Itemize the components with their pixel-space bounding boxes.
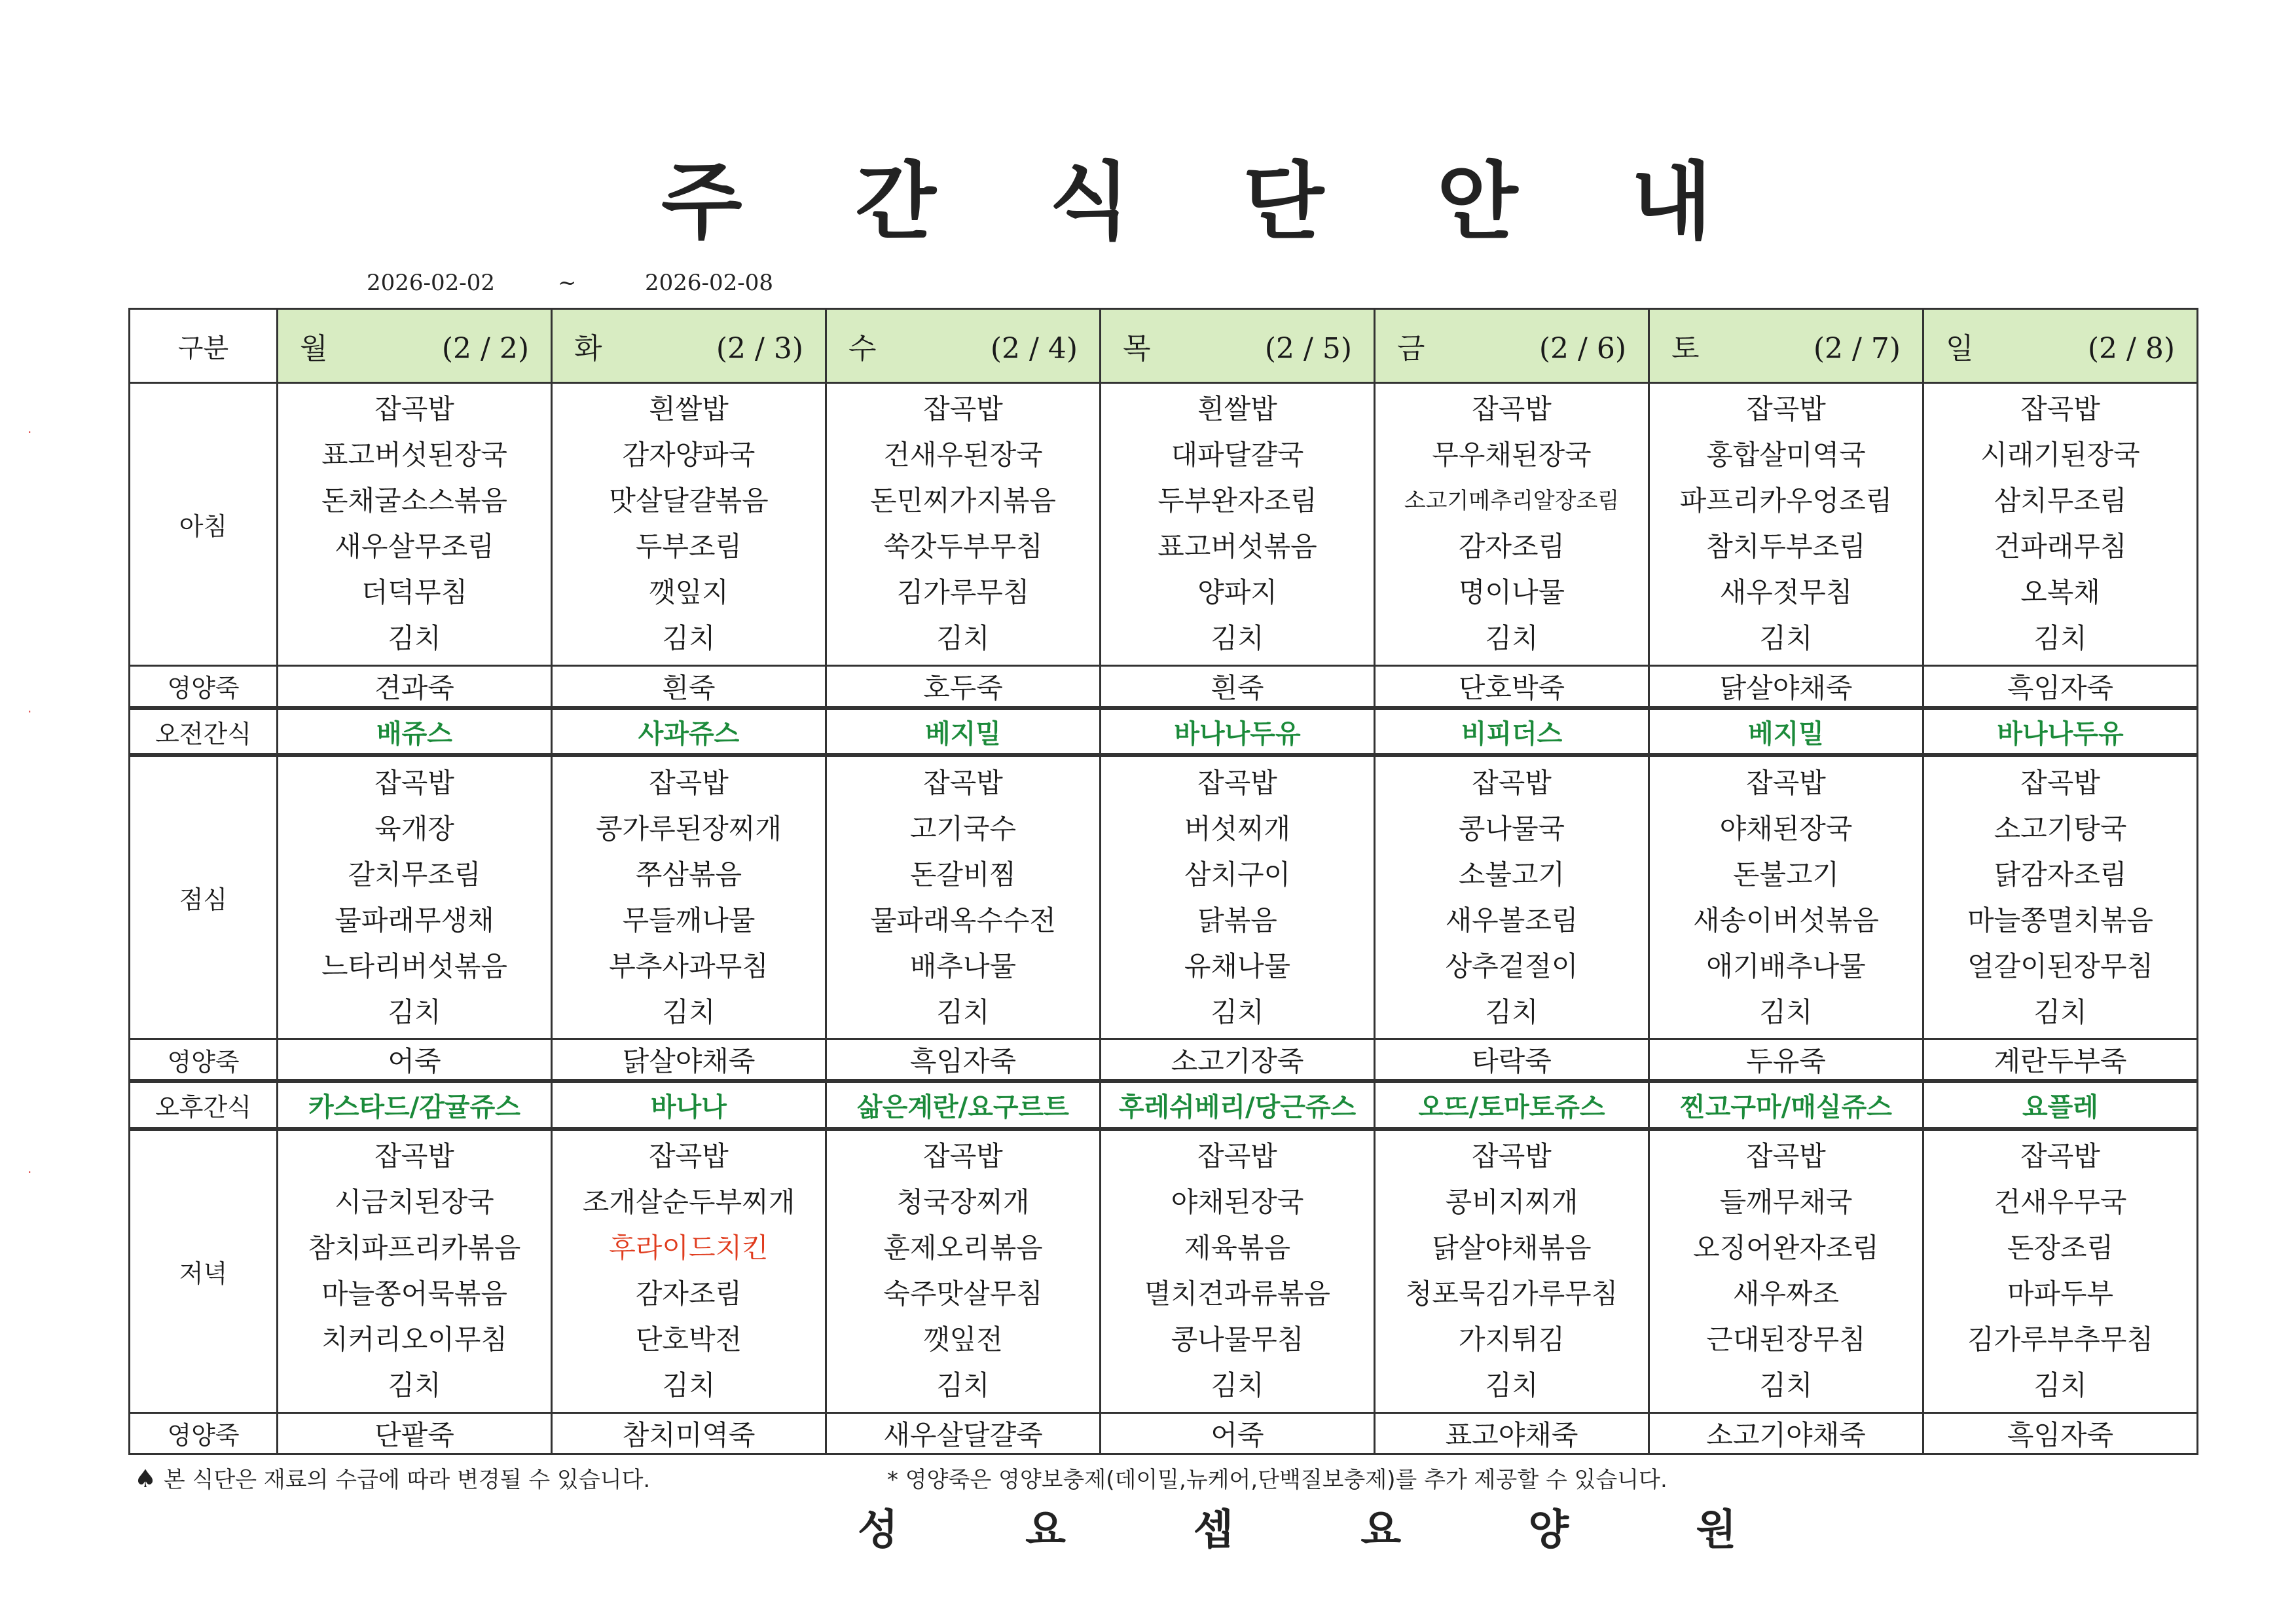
dinner-menu-cell — [1923, 1129, 2198, 1412]
menu-item: 참치두부조림 — [1706, 530, 1866, 563]
menu-item: 멸치견과류볶음 — [1144, 1278, 1330, 1310]
header-corner-label: 구분 — [130, 309, 278, 383]
menu-item: 김치 — [2033, 995, 2087, 1028]
menu-item: 돈채굴소스볶음 — [321, 485, 507, 517]
day-date: (2 / 4) — [990, 332, 1078, 365]
breakfast-menu-cell — [552, 383, 826, 666]
menu-item: 근대된장무침 — [1706, 1323, 1866, 1356]
menu-item: 김가루부추무침 — [1967, 1323, 2153, 1356]
menu-item: 제육볶음 — [1184, 1232, 1291, 1264]
menu-item: 물파래옥수수전 — [869, 904, 1056, 936]
menu-item: 김치 — [662, 995, 716, 1028]
menu-item: 닭감자조림 — [1994, 858, 2127, 891]
menu-item: 돈민찌가지볶음 — [869, 485, 1056, 517]
menu-item: 잡곡밥 — [1472, 1140, 1552, 1173]
dinner-menu-cell — [278, 1129, 552, 1412]
day-header — [552, 309, 826, 383]
lunch-menu-cell — [278, 755, 552, 1039]
day-name: 수 — [848, 332, 877, 365]
menu-item: 잡곡밥 — [374, 393, 454, 426]
menu-item: 김치 — [388, 1369, 441, 1402]
dinner-menu-cell — [1101, 1129, 1375, 1412]
snack-item: 후레쉬베리/당근쥬스 — [1101, 1081, 1375, 1128]
scan-mark: · — [27, 704, 32, 720]
menu-item: 김치 — [662, 1369, 716, 1402]
menu-item: 마파두부 — [2007, 1278, 2114, 1310]
menu-item: 얼갈이된장무침 — [1967, 950, 2153, 982]
day-header — [1101, 309, 1375, 383]
porridge-item: 호두죽 — [826, 665, 1101, 708]
dinner-row — [130, 1129, 2198, 1412]
porridge-item: 소고기야채죽 — [1649, 1412, 1923, 1454]
day-date: (2 / 5) — [1264, 332, 1352, 365]
porridge-item: 견과죽 — [278, 665, 552, 708]
scan-mark: · — [27, 1164, 32, 1180]
menu-item: 치커리오이무침 — [321, 1323, 507, 1356]
snack-item: 삶은계란/요구르트 — [826, 1081, 1101, 1128]
breakfast-menu-cell — [278, 383, 552, 666]
lunch-row — [130, 755, 2198, 1039]
snack-item: 오뜨/토마토쥬스 — [1375, 1081, 1649, 1128]
period-start-date: 2026-02-02 — [367, 270, 496, 296]
menu-item: 느타리버섯볶음 — [321, 950, 507, 982]
menu-item: 김치 — [1485, 995, 1539, 1028]
menu-item: 홍합살미역국 — [1706, 439, 1866, 471]
menu-item: 잡곡밥 — [1746, 1140, 1826, 1173]
menu-item: 명이나물 — [1458, 576, 1565, 609]
breakfast-row — [130, 383, 2198, 666]
porridge1-label: 영양죽 — [130, 665, 278, 708]
menu-item: 더덕무침 — [361, 576, 468, 609]
menu-item: 참치파프리카볶음 — [308, 1232, 521, 1264]
spade-icon: ♠ — [134, 1464, 157, 1493]
menu-item: 부추사과무침 — [609, 950, 769, 982]
menu-item: 마늘쫑어묵볶음 — [321, 1278, 507, 1310]
menu-item: 쑥갓두부무침 — [883, 530, 1043, 563]
facility-name: 성 요 셉 요 양 원 — [858, 1506, 1793, 1555]
snack-item: 비피더스 — [1375, 708, 1649, 755]
day-date: (2 / 2) — [441, 332, 529, 365]
porridge-item: 타락죽 — [1375, 1039, 1649, 1082]
porridge2-label: 영양죽 — [130, 1039, 278, 1082]
menu-item: 김치 — [2033, 622, 2087, 655]
menu-item: 잡곡밥 — [923, 393, 1003, 426]
menu-item: 건새우무국 — [1994, 1186, 2127, 1219]
menu-item: 김치 — [936, 1369, 990, 1402]
menu-item: 소불고기 — [1458, 858, 1565, 891]
porridge-item: 표고야채죽 — [1375, 1412, 1649, 1454]
menu-body — [130, 383, 2198, 1454]
menu-item: 닭볶음 — [1197, 904, 1277, 936]
menu-item: 삼치구이 — [1184, 858, 1291, 891]
dinner-menu-cell — [552, 1129, 826, 1412]
snack-item: 찐고구마/매실쥬스 — [1649, 1081, 1923, 1128]
lunch-menu-cell — [826, 755, 1101, 1039]
dinner-label: 저녁 — [130, 1129, 278, 1412]
menu-item: 김치 — [936, 622, 990, 655]
note-supply-change — [134, 1462, 650, 1494]
menu-item: 김치 — [1485, 1369, 1539, 1402]
menu-item: 잡곡밥 — [1746, 393, 1826, 426]
menu-item: 흰쌀밥 — [1197, 393, 1277, 426]
menu-item: 잡곡밥 — [2020, 1140, 2100, 1173]
lunch-menu-cell — [1375, 755, 1649, 1039]
porridge-item: 단호박죽 — [1375, 665, 1649, 708]
menu-item: 김치 — [1211, 622, 1264, 655]
breakfast-label: 아침 — [130, 383, 278, 666]
menu-item: 깻잎지 — [649, 576, 729, 609]
snack-item: 요플레 — [1923, 1081, 2198, 1128]
menu-item: 잡곡밥 — [1472, 393, 1552, 426]
dinner-menu-cell — [826, 1129, 1101, 1412]
menu-item: 시래기된장국 — [1980, 439, 2140, 471]
menu-item: 애기배추나물 — [1706, 950, 1866, 982]
snack-item: 바나나두유 — [1101, 708, 1375, 755]
menu-item: 돈갈비찜 — [909, 858, 1017, 891]
menu-item: 잡곡밥 — [2020, 766, 2100, 799]
menu-item: 유채나물 — [1184, 950, 1291, 982]
lunch-menu-cell — [552, 755, 826, 1039]
porridge2-row — [130, 1039, 2198, 1082]
menu-item: 야채된장국 — [1171, 1186, 1304, 1219]
day-name: 목 — [1123, 332, 1151, 365]
day-date: (2 / 8) — [2087, 332, 2175, 365]
menu-item: 두부조림 — [635, 530, 742, 563]
snack-item: 바나나 — [552, 1081, 826, 1128]
header-row — [130, 309, 2198, 383]
menu-item: 잡곡밥 — [2020, 393, 2100, 426]
menu-item: 건새우된장국 — [883, 439, 1043, 471]
porridge-item: 흰죽 — [552, 665, 826, 708]
menu-item: 조개살순두부찌개 — [582, 1186, 795, 1219]
pm_snack-row — [130, 1081, 2198, 1128]
menu-item: 콩나물무침 — [1171, 1323, 1304, 1356]
menu-item: 훈제오리볶음 — [883, 1232, 1043, 1264]
porridge-item: 계란두부죽 — [1923, 1039, 2198, 1082]
porridge-item: 흑임자죽 — [826, 1039, 1101, 1082]
breakfast-menu-cell — [1101, 383, 1375, 666]
menu-item: 잡곡밥 — [1472, 766, 1552, 799]
lunch-menu-cell — [1649, 755, 1923, 1039]
porridge-item: 어죽 — [1101, 1412, 1375, 1454]
menu-item: 대파달걀국 — [1171, 439, 1304, 471]
scan-mark: · — [27, 424, 32, 440]
menu-item: 콩나물국 — [1458, 812, 1565, 845]
menu-item: 감자양파국 — [622, 439, 756, 471]
menu-item: 김치 — [1759, 622, 1813, 655]
note-supply-text: 본 식단은 재료의 수급에 따라 변경될 수 있습니다. — [163, 1467, 651, 1493]
menu-item: 잡곡밥 — [1746, 766, 1826, 799]
snack-item: 베지밀 — [1649, 708, 1923, 755]
pm_snack-label: 오후간식 — [130, 1081, 278, 1128]
porridge-item: 새우살달걀죽 — [826, 1412, 1101, 1454]
porridge-item: 단팥죽 — [278, 1412, 552, 1454]
breakfast-menu-cell — [1375, 383, 1649, 666]
menu-item: 무우채된장국 — [1432, 439, 1592, 471]
menu-item: 김치 — [2033, 1369, 2087, 1402]
snack-item: 카스타드/감귤쥬스 — [278, 1081, 552, 1128]
menu-item: 표고버섯볶음 — [1157, 530, 1317, 563]
menu-item: 흰쌀밥 — [649, 393, 729, 426]
menu-item: 콩가루된장찌개 — [595, 812, 782, 845]
menu-item: 새우살무조림 — [335, 530, 494, 563]
menu-item: 야채된장국 — [1719, 812, 1853, 845]
menu-item: 잡곡밥 — [374, 766, 454, 799]
menu-item: 콩비지찌개 — [1445, 1186, 1578, 1219]
day-name: 월 — [300, 332, 328, 365]
menu-item: 잡곡밥 — [649, 766, 729, 799]
menu-item: 감자조림 — [635, 1278, 742, 1310]
menu-item: 쭈삼볶음 — [635, 858, 742, 891]
breakfast-menu-cell — [1649, 383, 1923, 666]
menu-item: 소고기메추리알장조림 — [1404, 488, 1620, 515]
menu-item: 깻잎전 — [923, 1323, 1003, 1356]
menu-item: 새우짜조 — [1732, 1278, 1840, 1310]
porridge-item: 어죽 — [278, 1039, 552, 1082]
menu-item: 파프리카우엉조림 — [1679, 485, 1893, 517]
day-header — [1923, 309, 2198, 383]
menu-item: 새우젓무침 — [1719, 576, 1853, 609]
menu-item: 잡곡밥 — [649, 1140, 729, 1173]
am_snack-row — [130, 708, 2198, 755]
day-header — [278, 309, 552, 383]
menu-item: 청포묵김가루무침 — [1405, 1278, 1618, 1310]
period-separator: ~ — [558, 270, 577, 296]
menu-item: 잡곡밥 — [923, 766, 1003, 799]
breakfast-menu-cell — [1923, 383, 2198, 666]
menu-item: 김치 — [388, 622, 441, 655]
day-header — [1375, 309, 1649, 383]
menu-item: 버섯찌개 — [1184, 812, 1291, 845]
day-header — [826, 309, 1101, 383]
menu-item: 배추나물 — [909, 950, 1017, 982]
menu-item: 김치 — [936, 995, 990, 1028]
menu-item: 김치 — [1759, 995, 1813, 1028]
menu-item: 시금치된장국 — [335, 1186, 494, 1219]
porridge-item: 흰죽 — [1101, 665, 1375, 708]
menu-item: 김가루무침 — [896, 576, 1030, 609]
day-header — [1649, 309, 1923, 383]
menu-item: 김치 — [1211, 995, 1264, 1028]
day-date: (2 / 3) — [716, 332, 803, 365]
menu-item: 들깨무채국 — [1719, 1186, 1853, 1219]
porridge1-row — [130, 665, 2198, 708]
lunch-menu-cell — [1101, 755, 1375, 1039]
menu-item: 김치 — [388, 995, 441, 1028]
porridge3-label: 영양죽 — [130, 1412, 278, 1454]
snack-item: 사과쥬스 — [552, 708, 826, 755]
porridge-item: 흑임자죽 — [1923, 665, 2198, 708]
menu-item: 잡곡밥 — [1197, 1140, 1277, 1173]
menu-item: 건파래무침 — [1994, 530, 2127, 563]
menu-item: 닭살야채볶음 — [1432, 1232, 1592, 1264]
menu-item: 새송이버섯볶음 — [1692, 904, 1879, 936]
weekly-menu-table — [128, 308, 2198, 1455]
porridge3-row — [130, 1412, 2198, 1454]
menu-item: 두부완자조림 — [1157, 485, 1317, 517]
day-name: 화 — [574, 332, 602, 365]
page-title: 주 간 식 단 안 내 — [661, 153, 1754, 251]
menu-item: 잡곡밥 — [923, 1140, 1003, 1173]
menu-item: 김치 — [662, 622, 716, 655]
menu-item: 숙주맛살무침 — [883, 1278, 1043, 1310]
porridge-item: 흑임자죽 — [1923, 1412, 2198, 1454]
menu-item: 갈치무조림 — [348, 858, 481, 891]
menu-item: 돈불고기 — [1732, 858, 1840, 891]
menu-item: 잡곡밥 — [1197, 766, 1277, 799]
menu-item: 고기국수 — [909, 812, 1017, 845]
snack-item: 베지밀 — [826, 708, 1101, 755]
lunch-label: 점심 — [130, 755, 278, 1039]
menu-item: 김치 — [1485, 622, 1539, 655]
porridge-item: 소고기장죽 — [1101, 1039, 1375, 1082]
menu-item: 오징어완자조림 — [1692, 1232, 1879, 1264]
menu-item: 무들깨나물 — [622, 904, 756, 936]
menu-item: 물파래무생채 — [335, 904, 494, 936]
period-end-date: 2026-02-08 — [645, 270, 774, 296]
menu-item: 돈장조림 — [2007, 1232, 2114, 1264]
porridge-item: 닭살야채죽 — [552, 1039, 826, 1082]
porridge-item: 참치미역죽 — [552, 1412, 826, 1454]
menu-item: 새우볼조림 — [1445, 904, 1578, 936]
menu-item: 육개장 — [374, 812, 454, 845]
day-name: 금 — [1397, 332, 1425, 365]
menu-item: 김치 — [1759, 1369, 1813, 1402]
menu-item: 삼치무조림 — [1994, 485, 2127, 517]
am_snack-label: 오전간식 — [130, 708, 278, 755]
snack-item: 배쥬스 — [278, 708, 552, 755]
menu-item: 잡곡밥 — [374, 1140, 454, 1173]
porridge-item: 두유죽 — [1649, 1039, 1923, 1082]
dinner-menu-cell — [1375, 1129, 1649, 1412]
day-name: 일 — [1946, 332, 1974, 365]
dinner-menu-cell — [1649, 1129, 1923, 1412]
day-name: 토 — [1671, 332, 1700, 365]
menu-item: 감자조림 — [1458, 530, 1565, 563]
porridge-item: 닭살야채죽 — [1649, 665, 1923, 708]
breakfast-menu-cell — [826, 383, 1101, 666]
menu-item: 단호박전 — [635, 1323, 742, 1356]
menu-item: 오복채 — [2020, 576, 2100, 609]
note-porridge-supplement: * 영양죽은 영양보충제(데이밀,뉴케어,단백질보충제)를 추가 제공할 수 있습니다. — [887, 1467, 1667, 1493]
menu-item: 마늘쫑멸치볶음 — [1967, 904, 2153, 936]
menu-item: 양파지 — [1197, 576, 1277, 609]
menu-item: 가지튀김 — [1458, 1323, 1565, 1356]
snack-item: 바나나두유 — [1923, 708, 2198, 755]
menu-item: 상추겉절이 — [1445, 950, 1578, 982]
menu-item: 소고기탕국 — [1994, 812, 2127, 845]
menu-item: 김치 — [1211, 1369, 1264, 1402]
lunch-menu-cell — [1923, 755, 2198, 1039]
day-date: (2 / 6) — [1539, 332, 1626, 365]
menu-item: 맛살달걀볶음 — [609, 485, 769, 517]
menu-item: 후라이드치킨 — [609, 1232, 769, 1264]
day-date: (2 / 7) — [1813, 332, 1901, 365]
menu-item: 표고버섯된장국 — [321, 439, 507, 471]
menu-item: 청국장찌개 — [896, 1186, 1030, 1219]
